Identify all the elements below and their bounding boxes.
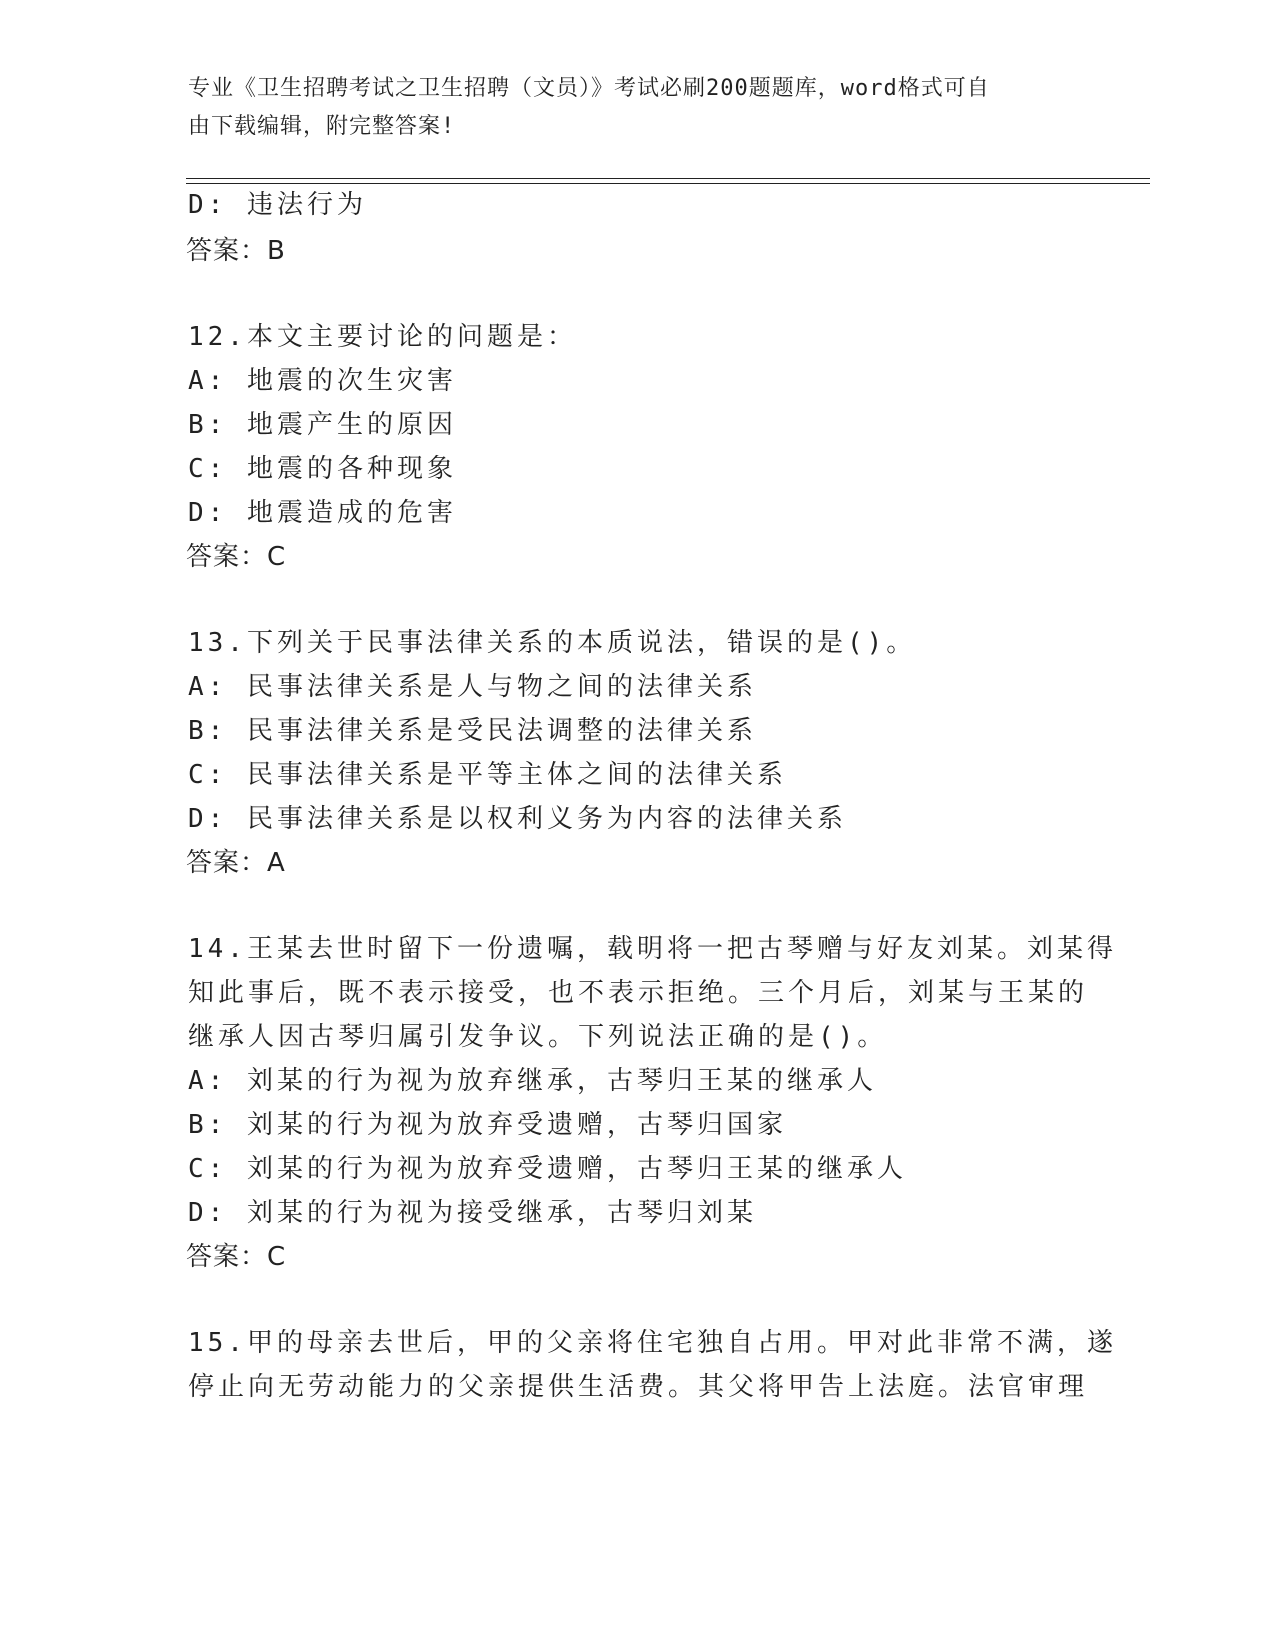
q13-option-c: C: 民事法律关系是平等主体之间的法律关系	[188, 760, 787, 790]
q13-option-d: D: 民事法律关系是以权利义务为内容的法律关系	[188, 804, 847, 834]
q14-option-b: B: 刘某的行为视为放弃受遗赠，古琴归国家	[188, 1110, 787, 1140]
q12-option-d: D: 地震造成的危害	[188, 498, 457, 528]
q14-option-c: C: 刘某的行为视为放弃受遗赠，古琴归王某的继承人	[188, 1154, 907, 1184]
q11-option-d: D: 违法行为	[188, 190, 367, 220]
q14-stem-line-1: 14.王某去世时留下一份遗嘱，载明将一把古琴赠与好友刘某。刘某得	[188, 934, 1117, 964]
q14-option-a: A: 刘某的行为视为放弃继承，古琴归王某的继承人	[188, 1066, 877, 1096]
q15-stem-line-2: 停止向无劳动能力的父亲提供生活费。其父将甲告上法庭。法官审理	[188, 1372, 1089, 1402]
q12-option-a: A: 地震的次生灾害	[188, 366, 457, 396]
q13-option-a: A: 民事法律关系是人与物之间的法律关系	[188, 672, 757, 702]
q12-option-c: C: 地震的各种现象	[188, 454, 457, 484]
q15-stem-line-1: 15.甲的母亲去世后，甲的父亲将住宅独自占用。甲对此非常不满，遂	[188, 1328, 1117, 1358]
q14-stem-line-3: 继承人因古琴归属引发争议。下列说法正确的是()。	[188, 1022, 888, 1052]
q12-stem: 12.本文主要讨论的问题是：	[188, 322, 577, 352]
q13-option-b: B: 民事法律关系是受民法调整的法律关系	[188, 716, 757, 746]
document-header	[188, 70, 1068, 146]
q14-answer: 答案：C	[186, 1242, 287, 1272]
q12-answer: 答案：C	[186, 542, 287, 572]
header-line-2: 由下载编辑，附完整答案!	[188, 114, 456, 139]
header-line-1: 专业《卫生招聘考试之卫生招聘（文员）》考试必刷200题题库，word格式可自	[188, 76, 990, 101]
q14-stem-line-2: 知此事后，既不表示接受，也不表示拒绝。三个月后，刘某与王某的	[188, 978, 1089, 1008]
q12-option-b: B: 地震产生的原因	[188, 410, 457, 440]
q14-option-d: D: 刘某的行为视为接受继承，古琴归刘某	[188, 1198, 757, 1228]
q13-stem: 13.下列关于民事法律关系的本质说法，错误的是()。	[188, 628, 917, 658]
q11-answer: 答案：B	[186, 236, 286, 266]
q13-answer: 答案：A	[186, 848, 286, 878]
